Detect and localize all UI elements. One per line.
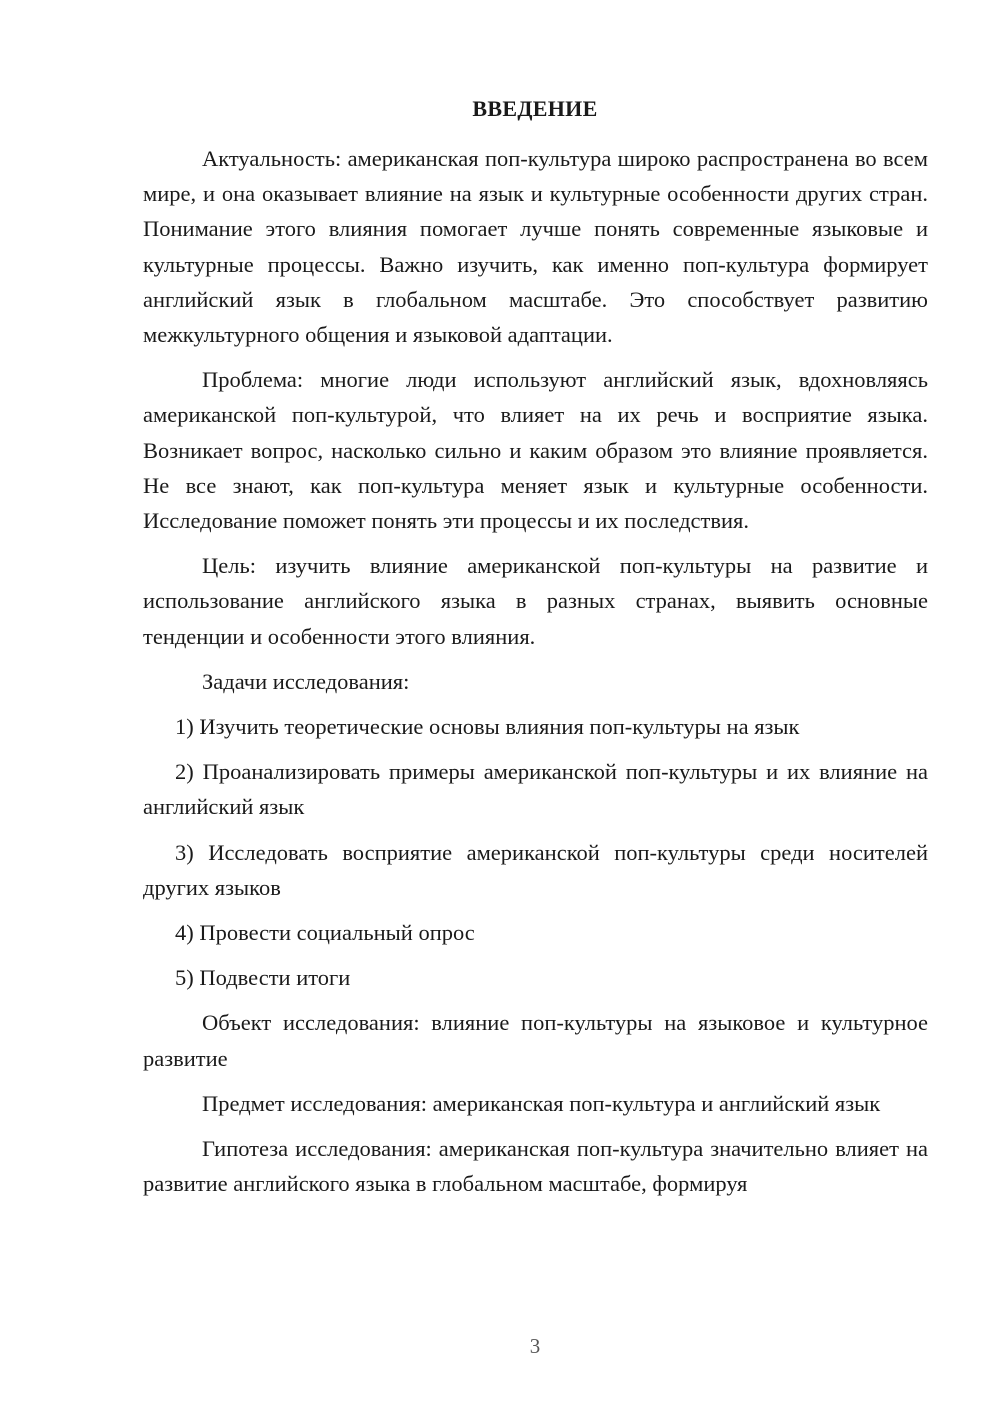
task-item-3: 3) Исследовать восприятие американской поп-культуры среди носителей других языков	[143, 839, 928, 900]
paragraph-goal: Цель: изучить влияние американской поп-культуры на развитие и использование английского языка в разных странах, выявить основные тенденции и особенности этого влияния.	[143, 553, 928, 649]
paragraph-problem: Проблема: многие люди используют английский язык, вдохновляясь американской поп-культурой, что влияет на их речь и восприятие языка. Возникает вопрос, насколько сильно и каким образом это влияние проявляется. Не все знают, как поп-культура меняет язык и культурные особенности. Исследование поможет понять эти процессы и их последствия.	[143, 367, 928, 534]
paragraph-subject: Предмет исследования: американская поп-культура и английский язык	[202, 1090, 881, 1116]
page-title: ВВЕДЕНИЕ	[472, 96, 598, 121]
task-item-1: 1) Изучить теоретические основы влияния поп-культуры на язык	[175, 714, 800, 740]
document-body	[143, 141, 928, 1211]
paragraph-relevance: Актуальность: американская поп-культура широко распространена во всем мире, и она оказывает влияние на язык и культурные особенности других стран. Понимание этого влияния помогает лучше понять современные языковые и культурные процессы. Важно изучить, как именно поп-культура формирует английский язык в глобальном масштабе. Это способствует развитию межкультурного общения и языковой адаптации.	[143, 146, 928, 348]
task-item-4: 4) Провести социальный опрос	[175, 920, 475, 946]
task-item-5: 5) Подвести итоги	[175, 965, 351, 991]
task-item-2: 2) Проанализировать примеры американской поп-культуры и их влияние на английский язык	[143, 759, 928, 820]
page-number: 3	[529, 1334, 541, 1358]
paragraph-object: Объект исследования: влияние поп-культуры на языковое и культурное развитие	[143, 1010, 928, 1071]
tasks-heading: Задачи исследования:	[202, 668, 410, 694]
paragraph-hypothesis: Гипотеза исследования: американская поп-культура значительно влияет на развитие английского языка в глобальном масштабе, формируя	[143, 1136, 928, 1197]
